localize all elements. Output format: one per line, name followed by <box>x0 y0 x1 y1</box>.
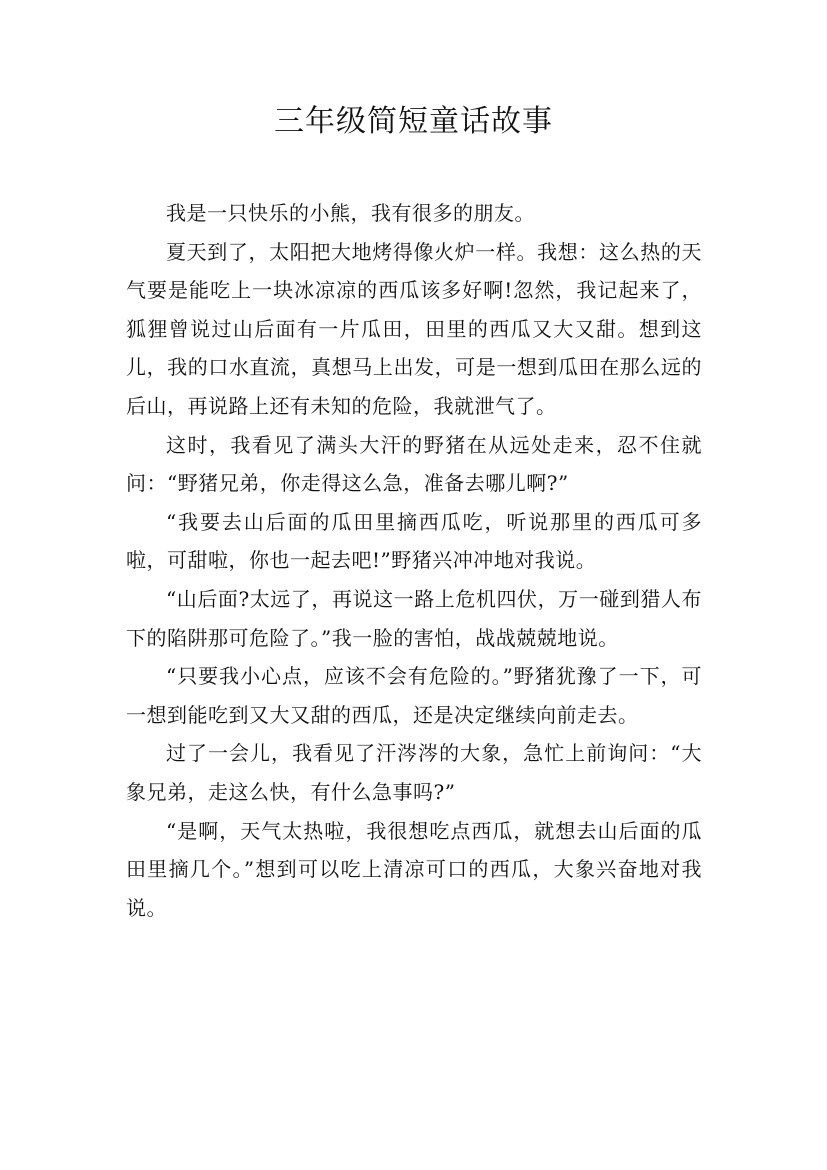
story-body <box>126 194 702 927</box>
paragraph: 夏天到了，太阳把大地烤得像火炉一样。我想：这么热的天气要是能吃上一块冰凉凉的西瓜该多好啊!忽然，我记起来了，狐狸曾说过山后面有一片瓜田，田里的西瓜又大又甜。想到这儿，我的口水直流，真想马上出发，可是一想到瓜田在那么远的后山，再说路上还有未知的危险，我就泄气了。 <box>126 239 702 418</box>
paragraph: “是啊，天气太热啦，我很想吃点西瓜，就想去山后面的瓜田里摘几个。”想到可以吃上清凉可口的西瓜，大象兴奋地对我说。 <box>126 818 702 920</box>
paragraph: 我是一只快乐的小熊，我有很多的朋友。 <box>166 201 535 225</box>
paragraph: “只要我小心点，应该不会有危险的。”野猪犹豫了一下，可一想到能吃到又大又甜的西瓜，还是决定继续向前走去。 <box>126 664 702 727</box>
paragraph: “山后面?太远了，再说这一路上危机四伏，万一碰到猎人布下的陷阱那可危险了。”我一脸的害怕，战战兢兢地说。 <box>126 586 702 650</box>
document-title: 三年级简短童话故事 <box>274 104 553 139</box>
paragraph: 这时，我看见了满头大汗的野猪在从远处走来，忍不住就问：“野猪兄弟，你走得这么急，准备去哪儿啊?” <box>126 432 702 496</box>
paragraph: 过了一会儿，我看见了汗涔涔的大象，急忙上前询问：“大象兄弟，走这么快，有什么急事吗?” <box>126 741 702 804</box>
paragraph: “我要去山后面的瓜田里摘西瓜吃，听说那里的西瓜可多啦，可甜啦，你也一起去吧!”野猪兴冲冲地对我说。 <box>126 509 702 573</box>
